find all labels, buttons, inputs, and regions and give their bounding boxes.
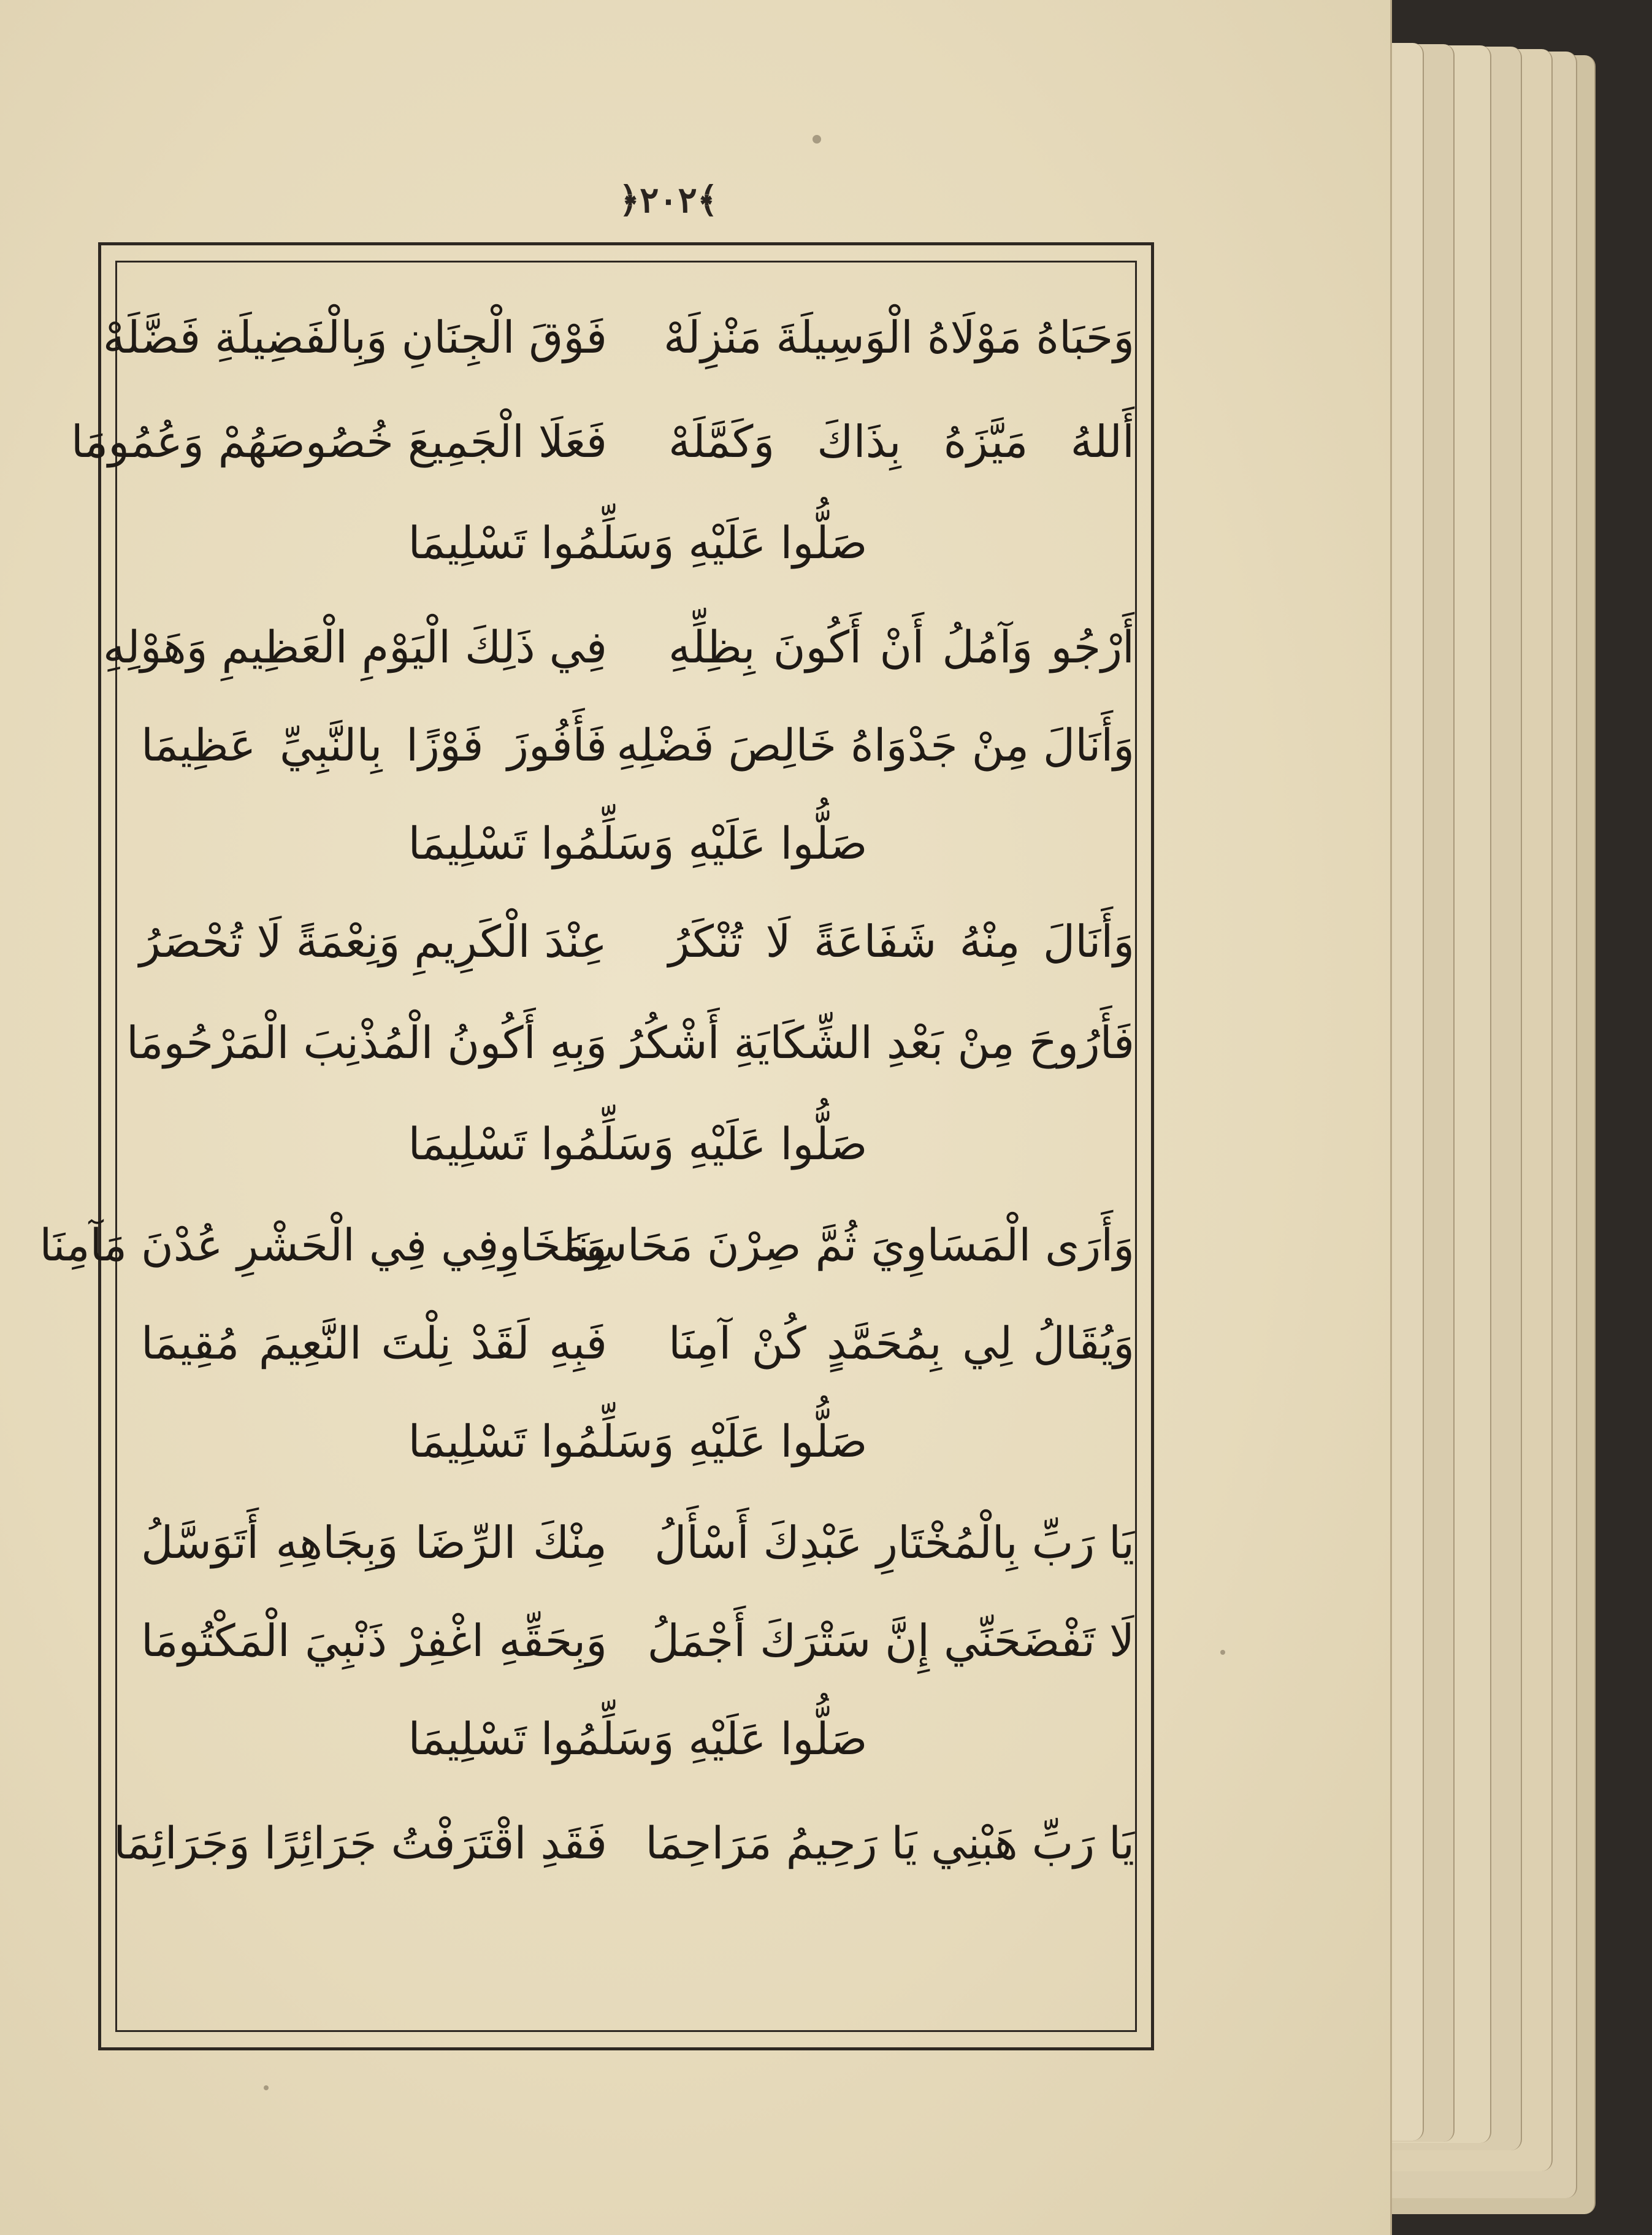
hemistich-right: وَيُقَالُ لِي بِمُحَمَّدٍ كُنْ آمِنَا [668, 1317, 1134, 1369]
hemistich-left: فِي ذَلِكَ الْيَوْمِ الْعَظِيمِ وَهَوْلِهِ [103, 621, 607, 673]
paper-speck [813, 135, 821, 144]
refrain-line: صَلُّوا عَلَيْهِ وَسَلِّمُوا تَسْلِيمَا [408, 517, 868, 569]
refrain-line: صَلُّوا عَلَيْهِ وَسَلِّمُوا تَسْلِيمَا [408, 1416, 868, 1467]
verse-line [71, 396, 1134, 488]
paper-speck [1220, 1650, 1225, 1655]
verse-line [102, 291, 1134, 383]
verse-line [103, 601, 1134, 693]
hemistich-left: مِنْكَ الرِّضَا وَبِجَاهِهِ أَتَوَسَّلُ [141, 1517, 607, 1568]
hemistich-right: يَا رَبِّ بِالْمُخْتَارِ عَبْدِكَ أَسْأَلُ [654, 1517, 1134, 1568]
page-number: ﴿٢٠٢﴾ [619, 179, 718, 221]
hemistich-left: وَبِهِ أَكُونُ الْمُذْنِبَ الْمَرْحُومَا [126, 1017, 607, 1068]
hemistich-left: فَوْقَ الْجِنَانِ وَبِالْفَضِيلَةِ فَضَّلَهْ [102, 312, 607, 363]
paper-speck [264, 2085, 269, 2090]
hemistich-left: فَأَفُوزَ فَوْزًا بِالنَّبِيِّ عَظِيمَا [141, 719, 607, 771]
verse-line [39, 1199, 1134, 1291]
verse-line [126, 997, 1134, 1089]
verse-line [141, 1497, 1134, 1589]
verse-line [141, 895, 1134, 987]
hemistich-right: وَحَبَاهُ مَوْلَاهُ الْوَسِيلَةَ مَنْزِلَهْ [663, 312, 1134, 363]
hemistich-left: فَقَدِ اقْتَرَفْتُ جَرَائِرًا وَجَرَائِمَا [113, 1817, 607, 1869]
hemistich-left: فَبِهِ لَقَدْ نِلْتَ النَّعِيمَ مُقِيمَا [141, 1317, 607, 1369]
hemistich-right: وَأَنَالَ مِنْ جَدْوَاهُ خَالِصَ فَضْلِهِ [616, 719, 1134, 771]
hemistich-right: لَا تَفْضَحَنِّي إِنَّ سَتْرَكَ أَجْمَلُ [647, 1615, 1134, 1666]
verse-line [141, 1595, 1134, 1687]
hemistich-right: وَأَنَالَ مِنْهُ شَفَاعَةً لَا تُنْكَرُ [668, 916, 1134, 967]
refrain-line: صَلُّوا عَلَيْهِ وَسَلِّمُوا تَسْلِيمَا [408, 1713, 868, 1765]
refrain-line: صَلُّوا عَلَيْهِ وَسَلِّمُوا تَسْلِيمَا [408, 1118, 868, 1170]
verse-line [141, 699, 1134, 791]
hemistich-right: وَأَرَى الْمَسَاوِيَ ثُمَّ صِرْنَ مَحَاسِنَا [564, 1219, 1134, 1271]
verse-line [141, 1297, 1134, 1389]
hemistich-right: أَرْجُو وَآمُلُ أَنْ أَكُونَ بِظِلِّهِ [668, 621, 1134, 673]
hemistich-right: يَا رَبِّ هَبْنِي يَا رَحِيمُ مَرَاحِمَا [645, 1817, 1134, 1869]
refrain-line: صَلُّوا عَلَيْهِ وَسَلِّمُوا تَسْلِيمَا [408, 818, 868, 869]
hemistich-left: عِنْدَ الْكَرِيمِ وَنِعْمَةً لَا تُحْصَرُ [139, 916, 607, 967]
hemistich-left: وَمَخَاوِفِي فِي الْحَشْرِ عُدْنَ مَآمِنَا [39, 1219, 607, 1271]
hemistich-left: وَبِحَقِّهِ اغْفِرْ ذَنْبِيَ الْمَكْتُومَا [141, 1615, 607, 1666]
hemistich-right: أَللهُ مَيَّزَهُ بِذَاكَ وَكَمَّلَهْ [668, 416, 1134, 467]
verse-line [113, 1797, 1134, 1889]
hemistich-right: فَأَرُوحَ مِنْ بَعْدِ الشِّكَايَةِ أَشْكُرُ [621, 1017, 1134, 1068]
hemistich-left: فَعَلَا الْجَمِيعَ خُصُوصَهُمْ وَعُمُومَا [71, 416, 607, 467]
